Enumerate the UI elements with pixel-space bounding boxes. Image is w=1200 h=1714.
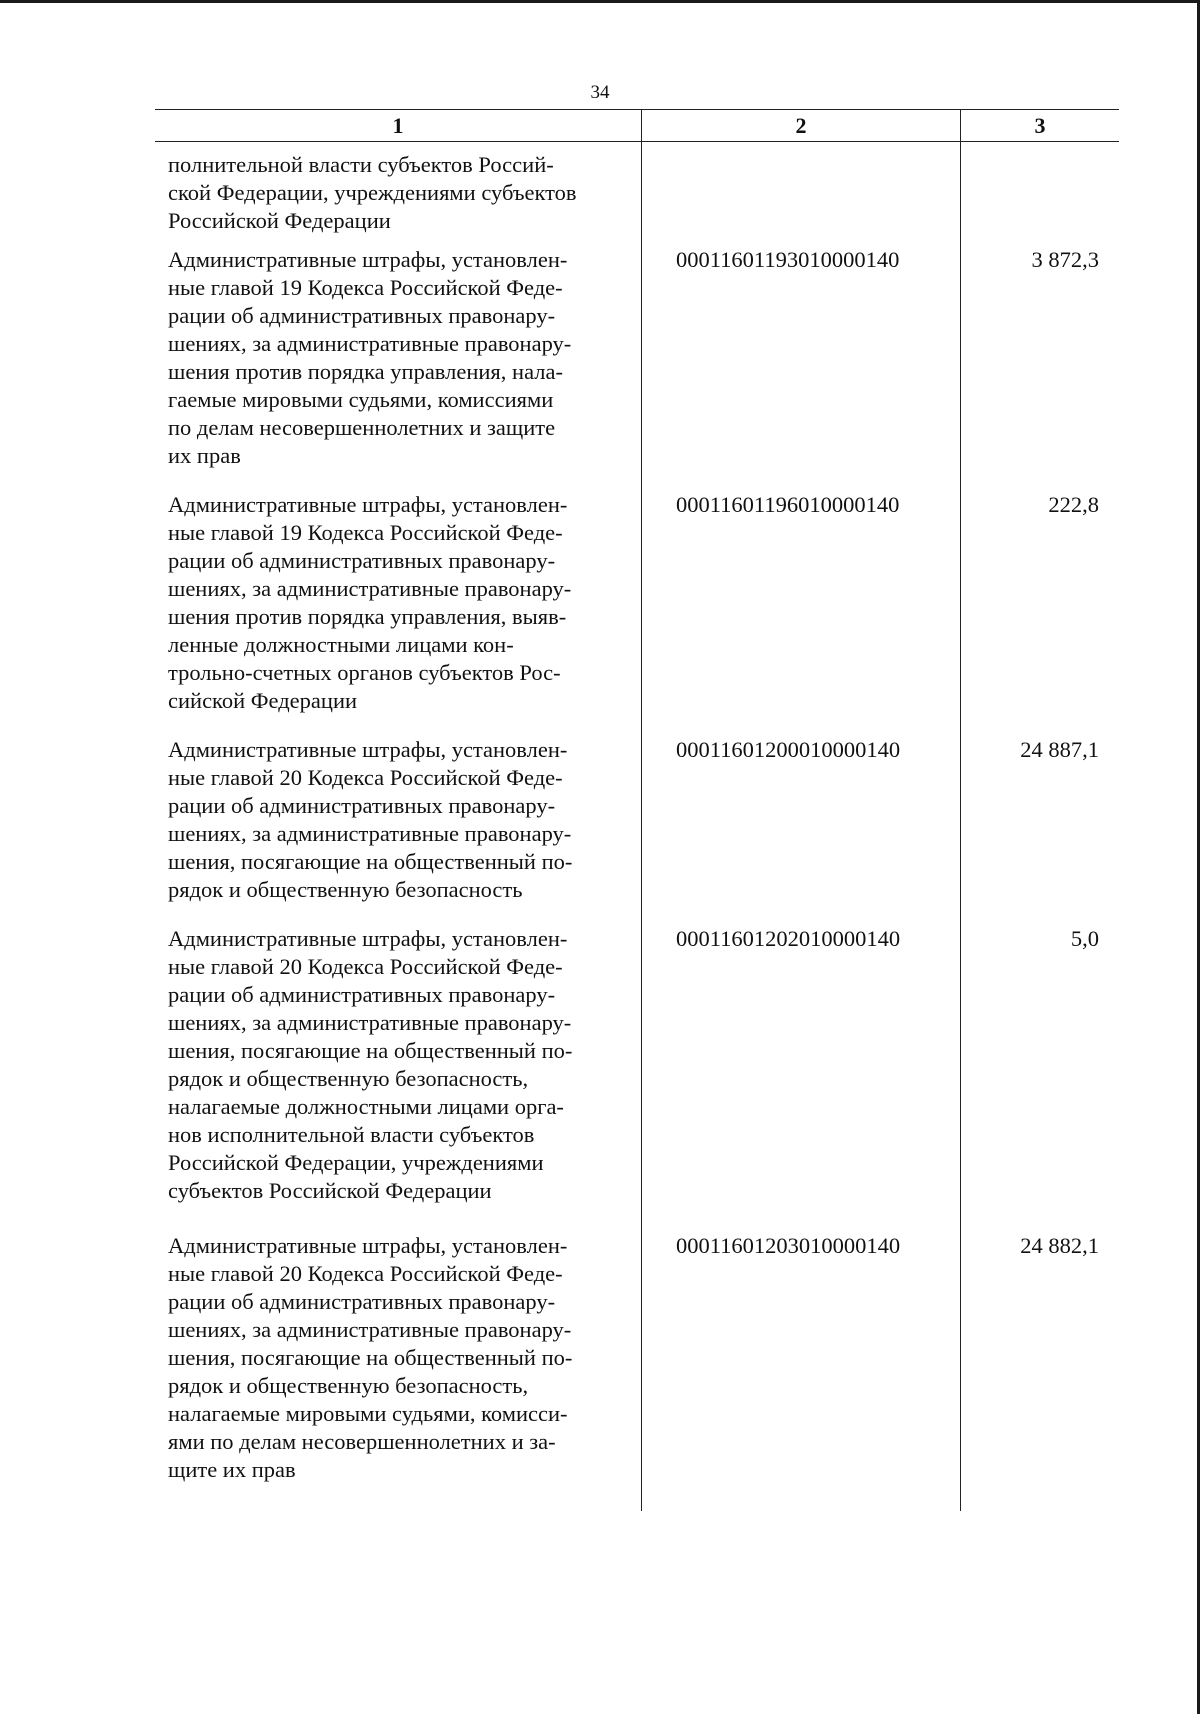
scan-border-top bbox=[0, 0, 1200, 3]
table-top-rule bbox=[155, 109, 1119, 110]
description-line: шениях, за административные правонару- bbox=[168, 821, 572, 846]
budget-code: 00011601200010000140 bbox=[676, 737, 901, 762]
header-bottom-rule bbox=[155, 141, 1119, 142]
description-line: рации об административных правонару- bbox=[168, 1289, 556, 1314]
row-description bbox=[168, 736, 628, 904]
amount-value: 24 882,1 bbox=[1020, 1233, 1099, 1258]
description-line: налагаемые должностными лицами орга- bbox=[168, 1094, 564, 1119]
description-line: налагаемые мировыми судьями, комисси- bbox=[168, 1401, 568, 1426]
description-line: сийской Федерации bbox=[168, 688, 358, 713]
description-line: рации об административных правонару- bbox=[168, 303, 556, 328]
description-line: по делам несовершеннолетних и защите bbox=[168, 415, 556, 440]
description-line: Административные штрафы, установлен- bbox=[168, 247, 568, 272]
description-line: рядок и общественную безопасность bbox=[168, 877, 523, 902]
budget-code: 00011601196010000140 bbox=[676, 492, 900, 517]
description-line: ями по делам несовершеннолетних и за- bbox=[168, 1429, 556, 1454]
row-description bbox=[168, 151, 628, 235]
description-line: шениях, за административные правонару- bbox=[168, 1317, 572, 1342]
description-line: Административные штрафы, установлен- bbox=[168, 737, 568, 762]
description-line: шения против порядка управления, нала- bbox=[168, 359, 563, 384]
row-description bbox=[168, 491, 628, 715]
description-line: шения, посягающие на общественный по- bbox=[168, 849, 573, 874]
description-line: шениях, за административные правонару- bbox=[168, 576, 572, 601]
column-header-1: 1 bbox=[392, 113, 404, 138]
description-line: ные главой 20 Кодекса Российской Феде- bbox=[168, 954, 563, 979]
description-line: ные главой 20 Кодекса Российской Феде- bbox=[168, 1261, 563, 1286]
budget-code: 00011601193010000140 bbox=[676, 247, 900, 272]
description-line: шения, посягающие на общественный по- bbox=[168, 1038, 573, 1063]
description-line: гаемые мировыми судьями, комиссиями bbox=[168, 387, 554, 412]
description-line: Административные штрафы, установлен- bbox=[168, 926, 568, 951]
description-line: нов исполнительной власти субъектов bbox=[168, 1122, 535, 1147]
description-line: Российской Федерации bbox=[168, 208, 391, 233]
description-line: шениях, за административные правонару- bbox=[168, 331, 572, 356]
amount-value: 222,8 bbox=[1048, 492, 1099, 517]
description-line: рядок и общественную безопасность, bbox=[168, 1066, 529, 1091]
description-line: Административные штрафы, установлен- bbox=[168, 492, 568, 517]
budget-table bbox=[155, 109, 1119, 1511]
description-line: рядок и общественную безопасность, bbox=[168, 1373, 529, 1398]
amount-value: 24 887,1 bbox=[1020, 737, 1099, 762]
description-line: рации об административных правонару- bbox=[168, 548, 556, 573]
description-line: ные главой 19 Кодекса Российской Феде- bbox=[168, 275, 563, 300]
description-line: Российской Федерации, учреждениями bbox=[168, 1150, 544, 1175]
description-line: полнительной власти субъектов Россий- bbox=[168, 152, 554, 177]
description-line: шениях, за административные правонару- bbox=[168, 1010, 572, 1035]
description-line: ленные должностными лицами кон- bbox=[168, 632, 514, 657]
description-line: ской Федерации, учреждениями субъектов bbox=[168, 180, 577, 205]
description-line: рации об административных правонару- bbox=[168, 793, 556, 818]
description-line: их прав bbox=[168, 443, 241, 468]
row-description bbox=[168, 1232, 628, 1484]
amount-value: 3 872,3 bbox=[1031, 247, 1099, 272]
description-line: ные главой 19 Кодекса Российской Феде- bbox=[168, 520, 563, 545]
page-number: 34 bbox=[590, 82, 610, 103]
description-line: ные главой 20 Кодекса Российской Феде- bbox=[168, 765, 563, 790]
description-line: Административные штрафы, установлен- bbox=[168, 1233, 568, 1258]
description-line: субъектов Российской Федерации bbox=[168, 1178, 492, 1203]
description-line: трольно-счетных органов субъектов Рос- bbox=[168, 660, 561, 685]
column-header-2: 2 bbox=[795, 113, 807, 138]
description-line: шения, посягающие на общественный по- bbox=[168, 1345, 573, 1370]
description-line: рации об административных правонару- bbox=[168, 982, 556, 1007]
row-description bbox=[168, 246, 628, 470]
column-divider bbox=[960, 109, 961, 1511]
row-description bbox=[168, 925, 628, 1205]
amount-value: 5,0 bbox=[1070, 926, 1099, 951]
column-header-3: 3 bbox=[1034, 113, 1046, 138]
budget-code: 00011601203010000140 bbox=[676, 1233, 901, 1258]
description-line: шения против порядка управления, выяв- bbox=[168, 604, 567, 629]
budget-code: 00011601202010000140 bbox=[676, 926, 901, 951]
description-line: щите их прав bbox=[168, 1457, 296, 1482]
column-divider bbox=[641, 109, 642, 1511]
